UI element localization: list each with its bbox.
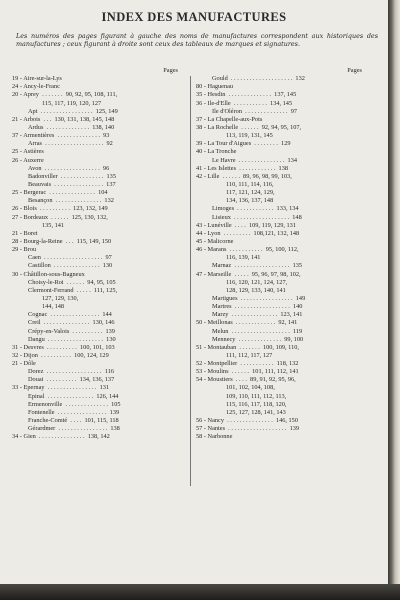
index-entry: 36 - Ile-d'Elle . . . . . . . . . . . 134, 145	[196, 99, 293, 107]
index-entry: 32 - Dijon . . . . . . . . . . 100, 124, 129	[12, 351, 109, 359]
index-entry: 125, 127, 128, 141, 143	[226, 408, 286, 416]
index-entry: 53 - Moulins . . . . . . 101, 111, 112, 141	[196, 368, 299, 376]
index-entry: Franche-Comté . . . . 101, 115, 118	[28, 417, 119, 425]
index-entry: 20 - Aprey . . . . . . . 90, 92, 95, 108, 111,	[12, 91, 118, 99]
index-entry: 57 - Nantes . . . . . . . . . . . . . . . . . . . 139	[196, 425, 300, 433]
index-entry: Ermenonville . . . . . . . . . . . . . . 105	[28, 400, 121, 408]
index-entry: 47 - Marseille . . . . . 95, 96, 97, 98, 102,	[196, 270, 301, 278]
page-title: INDEX DES MANUFACTURES	[101, 10, 287, 24]
index-entry: 109, 110, 111, 112, 113,	[226, 392, 287, 400]
index-entry: 26 - Blois . . . . . . . . . . 123, 132, 149	[12, 205, 108, 213]
table-surface	[0, 584, 400, 600]
right-pages-header: Pages	[347, 67, 362, 74]
index-entry: 21 - Dôle	[12, 360, 36, 368]
index-entry: 38 - La Rochelle . . . . . . 92, 94, 95, 107,	[196, 123, 302, 131]
index-entry: 34 - Gien . . . . . . . . . . . . . . . 138, 142	[12, 433, 110, 441]
index-entry: 56 - Nancy . . . . . . . . . . . . . . . 146, 150	[196, 417, 298, 425]
index-entry: 24 - Ancy-le-Franc	[12, 83, 60, 91]
index-entry: Choisy-le-Roi . . . . . . 94, 95, 105	[28, 278, 116, 286]
index-entry: 28 - Bourg-la-Reine . . . 115, 149, 150	[12, 237, 112, 245]
column-divider	[190, 76, 191, 486]
index-entry: 110, 111, 114, 116,	[226, 180, 274, 188]
index-entry: 27 - Bordeaux . . . . . . 125, 130, 132,	[12, 213, 108, 221]
index-entry: 29 - Brou	[12, 246, 37, 254]
index-entry: Lisieux . . . . . . . . . . . . . . . . . . 148	[212, 213, 302, 221]
index-entry: Ardus . . . . . . . . . . . . . . 138, 140	[28, 123, 115, 131]
index-entry: Avon . . . . . . . . . . . . . . . . . . 96	[28, 164, 110, 172]
index-entry: Besançon . . . . . . . . . . . . . . . 132	[28, 197, 114, 205]
index-entry: 37 - Armentières . . . . . . . . . . . . . . 93	[12, 132, 110, 140]
index-entry: Creil . . . . . . . . . . . . . . . 130, 146	[28, 319, 115, 327]
index-entry: 52 - Montpellier . . . . . . . . . . . 118, 132	[196, 360, 299, 368]
index-entry: Gould . . . . . . . . . . . . . . . . . . . . 132	[212, 75, 305, 83]
index-entry: 115, 116, 117, 118, 120,	[226, 400, 287, 408]
index-entry: 25 - Bergerac . . . . . . . . . . . . . . . 104	[12, 189, 108, 197]
left-pages-header: Pages	[163, 67, 178, 74]
index-entry: 45 - Malicorne	[196, 237, 234, 245]
intro-paragraph: Les numéros des pages figurant à gauche des noms de manufactures correspondent aux historiques des manufactures ; ceux figurant à droite sont ceux des tableaux de marques et signatures.	[16, 32, 378, 49]
right-column	[196, 67, 374, 441]
index-entry: Fontenelle . . . . . . . . . . . . . . . . 139	[28, 408, 120, 416]
index-entry: Caen . . . . . . . . . . . . . . . . . . . 97	[28, 254, 112, 262]
index-entry: Crépy-en-Valois . . . . . . . . . . 139	[28, 327, 115, 335]
right-entries	[196, 75, 374, 441]
index-entry: 42 - Lille . . . . . . 89, 96, 98, 99, 103,	[196, 172, 292, 180]
index-entry: Limoges . . . . . . . . . . . . 133, 134	[212, 205, 299, 213]
index-entry: Melun . . . . . . . . . . . . . . . . . . . 119	[212, 327, 303, 335]
index-entry: Marzy . . . . . . . . . . . . . . . 123, 141	[212, 311, 303, 319]
index-entry: 44 - Lyon . . . . . . . . . 108,121, 132, 148	[196, 229, 300, 237]
index-entry: Apt . . . . . . . . . . . . . . . . . 125, 149	[28, 107, 118, 115]
index-entry: 35 - Hesdin . . . . . . . . . . . . . . 137, 145	[196, 91, 297, 99]
index-entry: 127, 129, 130,	[42, 294, 79, 302]
index-entry: 113, 119, 131, 145	[226, 132, 273, 140]
index-entry: 117, 121, 124, 129,	[226, 189, 275, 197]
index-entry: 31 - Desvres . . . . . . . . . . 100, 101, 103	[12, 343, 115, 351]
index-entry: Le Havre . . . . . . . . . . . . . . . 134	[212, 156, 297, 164]
index-entry: Marnaz . . . . . . . . . . . . . . . . . . 135	[212, 262, 303, 270]
index-entry: 39 - La Tour d'Aigues . . . . . . . . 129	[196, 140, 291, 148]
index-entry: Mennecy . . . . . . . . . . . . . . 99, 100	[212, 335, 304, 343]
index-entry: 19 - Aire-sur-la-Lys	[12, 75, 62, 83]
book-edge	[388, 0, 400, 600]
index-entry: Badonviller . . . . . . . . . . . . . . 135	[28, 172, 116, 180]
index-entry: Martigues . . . . . . . . . . . . . . . . . 149	[212, 294, 306, 302]
index-entry: Dorez . . . . . . . . . . . . . . . . . . 116	[28, 368, 114, 376]
index-entry: 37 - La Chapelle-aux-Pots	[196, 115, 263, 123]
index-entry: 43 - Lunéville . . . . 109, 119, 129, 131	[196, 221, 296, 229]
index-entry: Arras . . . . . . . . . . . . . . . . . . . 92	[28, 140, 113, 148]
index-entry: 21 - Arbois . . . 130, 131, 138, 145, 148	[12, 115, 115, 123]
index-entry: 30 - Châtillon-sous-Bagneux	[12, 270, 85, 278]
index-entry: 101, 102, 104, 108,	[226, 384, 275, 392]
index-entry: 25 - Astières	[12, 148, 44, 156]
left-column	[12, 67, 190, 441]
index-entry: 111, 112, 117, 127	[226, 351, 273, 359]
index-entry: 33 - Epernay . . . . . . . . . . . . . . . . 131	[12, 384, 110, 392]
index-entry: Castillon . . . . . . . . . . . . . . . 130	[28, 262, 113, 270]
index-entry: 134, 136, 137, 148	[226, 197, 274, 205]
index-entry: 50 - Meillonas . . . . . . . . . . . . . 92, 141	[196, 319, 298, 327]
index-entry: 58 - Narbonne	[196, 433, 233, 441]
index-entry: 144, 148	[42, 303, 65, 311]
index-entry: 26 - Auxerre	[12, 156, 44, 164]
index-entry: Gérardmer . . . . . . . . . . . . . . . . 138	[28, 425, 120, 433]
index-entry: 116, 120, 121, 124, 127,	[226, 278, 288, 286]
index-entry: 54 - Moustiers . . . . 89, 91, 92, 95, 96,	[196, 376, 296, 384]
index-entry: Martres . . . . . . . . . . . . . . . . . . 140	[212, 303, 303, 311]
index-entry: 21 - Boret	[12, 229, 38, 237]
index-entry: Clermont-Ferrand . . . . . 111, 125,	[28, 286, 118, 294]
index-entry: 40 - La Tronche	[196, 148, 237, 156]
index-entry: 115, 117, 119, 120, 127	[42, 99, 102, 107]
left-entries	[12, 75, 190, 441]
index-entry: Cognac . . . . . . . . . . . . . . . . 144	[28, 311, 112, 319]
index-entry: Dangu . . . . . . . . . . . . . . . . . . 130	[28, 335, 116, 343]
index-entry: 46 - Marans . . . . . . . . . . . 95, 100, 112,	[196, 246, 299, 254]
index-entry: 51 - Montauban . . . . . . . 100, 109, 110,	[196, 343, 299, 351]
index-entry: Douai . . . . . . . . . . 134, 136, 137	[28, 376, 115, 384]
index-entry: Beauvais . . . . . . . . . . . . . . . . 137	[28, 180, 116, 188]
index-entry: Epinal . . . . . . . . . . . . . . . 126, 144	[28, 392, 119, 400]
index-entry: 80 - Haguenau	[196, 83, 234, 91]
index-entry: Ile d'Oléron . . . . . . . . . . . . . . 97	[212, 107, 298, 115]
index-entry: 41 - Les Islettes . . . . . . . . . . . . 138	[196, 164, 288, 172]
index-entry: 116, 139, 141	[226, 254, 261, 262]
index-entry: 128, 129, 133, 140, 141	[226, 286, 286, 294]
index-entry: 135, 141	[42, 221, 65, 229]
